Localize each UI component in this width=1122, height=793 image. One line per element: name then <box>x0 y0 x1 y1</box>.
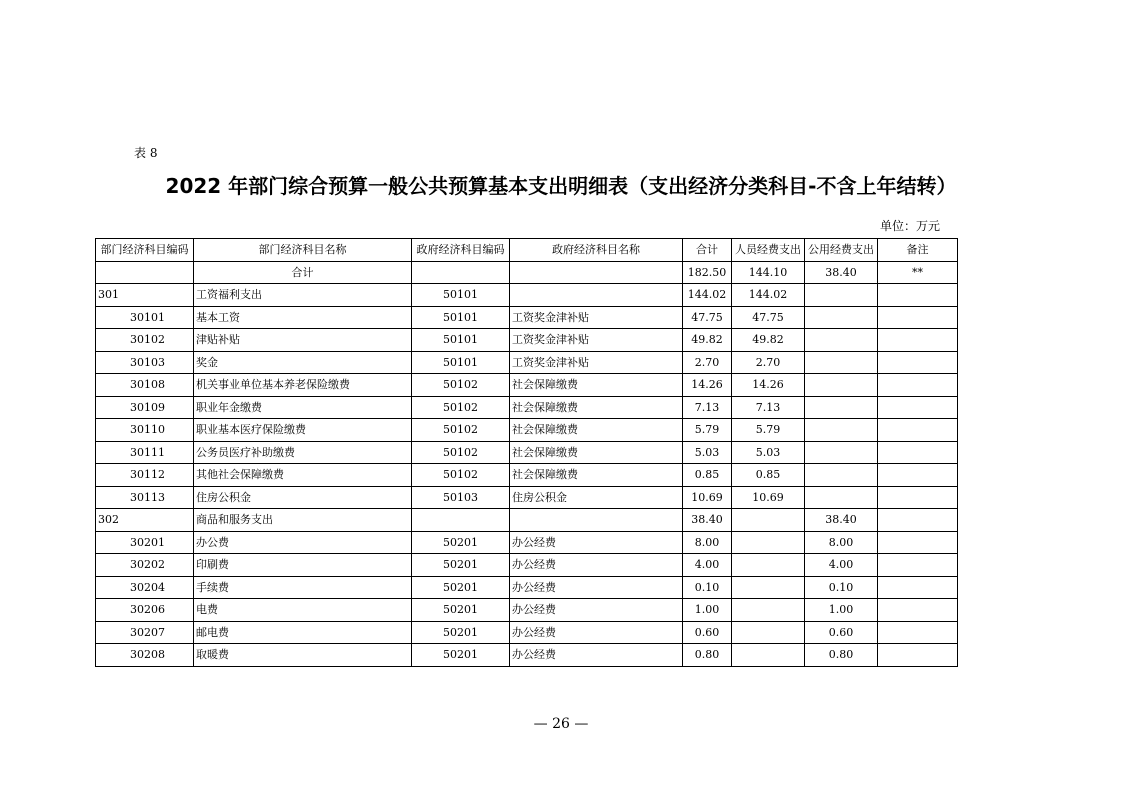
gov-code-cell: 50201 <box>412 644 510 667</box>
note-cell <box>878 576 958 599</box>
amount-public-cell <box>805 351 878 374</box>
economic-code-cell: 30110 <box>96 419 194 442</box>
amount-total-cell: 5.03 <box>683 441 732 464</box>
amount-personnel-cell: 14.26 <box>732 374 805 397</box>
gov-name-cell: 办公经费 <box>510 644 683 667</box>
note-cell <box>878 644 958 667</box>
note-cell <box>878 306 958 329</box>
table-row <box>96 374 958 397</box>
amount-public-cell <box>805 464 878 487</box>
amount-personnel-cell <box>732 644 805 667</box>
table-row <box>96 509 958 532</box>
economic-name-cell: 商品和服务支出 <box>194 509 412 532</box>
amount-personnel-cell: 2.70 <box>732 351 805 374</box>
amount-personnel-cell: 5.03 <box>732 441 805 464</box>
economic-name-cell: 取暖费 <box>194 644 412 667</box>
header-cell: 备注 <box>878 239 958 262</box>
note-cell <box>878 554 958 577</box>
gov-name-cell: 工资奖金津补贴 <box>510 306 683 329</box>
economic-name-cell: 住房公积金 <box>194 486 412 509</box>
gov-name-cell: 工资奖金津补贴 <box>510 351 683 374</box>
total-gov-name-cell <box>510 261 683 284</box>
amount-public-cell <box>805 396 878 419</box>
economic-name-cell: 公务员医疗补助缴费 <box>194 441 412 464</box>
economic-code-cell: 30102 <box>96 329 194 352</box>
note-cell <box>878 329 958 352</box>
note-cell <box>878 419 958 442</box>
amount-personnel-cell <box>732 621 805 644</box>
amount-total-cell: 7.13 <box>683 396 732 419</box>
gov-code-cell: 50102 <box>412 374 510 397</box>
economic-code-cell: 30201 <box>96 531 194 554</box>
header-cell: 人员经费支出 <box>732 239 805 262</box>
economic-code-cell: 30204 <box>96 576 194 599</box>
gov-name-cell: 办公经费 <box>510 531 683 554</box>
economic-name-cell: 基本工资 <box>194 306 412 329</box>
amount-total-cell: 5.79 <box>683 419 732 442</box>
gov-code-cell: 50102 <box>412 396 510 419</box>
economic-name-cell: 电费 <box>194 599 412 622</box>
header-cell: 政府经济科目编码 <box>412 239 510 262</box>
gov-code-cell: 50201 <box>412 554 510 577</box>
economic-name-cell: 职业年金缴费 <box>194 396 412 419</box>
note-cell <box>878 531 958 554</box>
total-public: 38.40 <box>805 261 878 284</box>
note-cell <box>878 441 958 464</box>
economic-code-cell: 30101 <box>96 306 194 329</box>
gov-name-cell: 社会保障缴费 <box>510 464 683 487</box>
amount-total-cell: 0.60 <box>683 621 732 644</box>
amount-personnel-cell: 144.02 <box>732 284 805 307</box>
economic-code-cell: 302 <box>96 509 194 532</box>
amount-personnel-cell <box>732 509 805 532</box>
amount-public-cell <box>805 284 878 307</box>
gov-code-cell: 50201 <box>412 576 510 599</box>
economic-code-cell: 30206 <box>96 599 194 622</box>
table-row <box>96 464 958 487</box>
economic-code-cell: 30207 <box>96 621 194 644</box>
economic-code-cell: 301 <box>96 284 194 307</box>
economic-name-cell: 其他社会保障缴费 <box>194 464 412 487</box>
amount-personnel-cell <box>732 531 805 554</box>
amount-public-cell: 1.00 <box>805 599 878 622</box>
amount-public-cell <box>805 329 878 352</box>
economic-code-cell: 30208 <box>96 644 194 667</box>
gov-name-cell <box>510 509 683 532</box>
gov-code-cell: 50201 <box>412 599 510 622</box>
gov-name-cell: 办公经费 <box>510 554 683 577</box>
table-row <box>96 441 958 464</box>
header-cell: 部门经济科目编码 <box>96 239 194 262</box>
note-cell <box>878 621 958 644</box>
total-personnel: 144.10 <box>732 261 805 284</box>
amount-public-cell <box>805 419 878 442</box>
economic-name-cell: 工资福利支出 <box>194 284 412 307</box>
amount-public-cell: 4.00 <box>805 554 878 577</box>
amount-public-cell <box>805 306 878 329</box>
economic-code-cell: 30111 <box>96 441 194 464</box>
total-code-cell <box>96 261 194 284</box>
header-cell: 公用经费支出 <box>805 239 878 262</box>
table-row <box>96 396 958 419</box>
table-row <box>96 329 958 352</box>
amount-personnel-cell <box>732 599 805 622</box>
total-row <box>96 261 958 284</box>
amount-total-cell: 0.80 <box>683 644 732 667</box>
page-number: — 26 — <box>533 716 589 732</box>
amount-total-cell: 49.82 <box>683 329 732 352</box>
unit-label: 单位：万元 <box>880 219 941 233</box>
amount-personnel-cell: 5.79 <box>732 419 805 442</box>
amount-public-cell <box>805 486 878 509</box>
economic-name-cell: 机关事业单位基本养老保险缴费 <box>194 374 412 397</box>
note-cell <box>878 486 958 509</box>
amount-personnel-cell: 49.82 <box>732 329 805 352</box>
note-cell <box>878 351 958 374</box>
gov-code-cell: 50101 <box>412 284 510 307</box>
table-number: 表 8 <box>134 146 158 160</box>
amount-total-cell: 0.10 <box>683 576 732 599</box>
note-cell <box>878 464 958 487</box>
amount-total-cell: 10.69 <box>683 486 732 509</box>
total-label: 合计 <box>194 261 412 284</box>
note-cell <box>878 599 958 622</box>
gov-name-cell: 社会保障缴费 <box>510 396 683 419</box>
table-row <box>96 554 958 577</box>
amount-personnel-cell: 0.85 <box>732 464 805 487</box>
economic-code-cell: 30113 <box>96 486 194 509</box>
gov-code-cell: 50101 <box>412 306 510 329</box>
gov-code-cell: 50101 <box>412 329 510 352</box>
economic-code-cell: 30202 <box>96 554 194 577</box>
economic-name-cell: 职业基本医疗保险缴费 <box>194 419 412 442</box>
gov-code-cell: 50102 <box>412 464 510 487</box>
table-row <box>96 486 958 509</box>
gov-name-cell: 社会保障缴费 <box>510 374 683 397</box>
economic-name-cell: 奖金 <box>194 351 412 374</box>
total-gov-code-cell <box>412 261 510 284</box>
economic-code-cell: 30109 <box>96 396 194 419</box>
amount-public-cell: 0.10 <box>805 576 878 599</box>
amount-public-cell: 38.40 <box>805 509 878 532</box>
amount-personnel-cell <box>732 576 805 599</box>
amount-total-cell: 14.26 <box>683 374 732 397</box>
economic-name-cell: 办公费 <box>194 531 412 554</box>
amount-total-cell: 144.02 <box>683 284 732 307</box>
gov-name-cell: 工资奖金津补贴 <box>510 329 683 352</box>
header-cell: 合计 <box>683 239 732 262</box>
amount-public-cell <box>805 374 878 397</box>
note-cell <box>878 396 958 419</box>
amount-public-cell: 8.00 <box>805 531 878 554</box>
table-row <box>96 599 958 622</box>
amount-personnel-cell: 47.75 <box>732 306 805 329</box>
gov-name-cell: 办公经费 <box>510 576 683 599</box>
gov-code-cell: 50201 <box>412 621 510 644</box>
amount-personnel-cell <box>732 554 805 577</box>
amount-total-cell: 38.40 <box>683 509 732 532</box>
gov-code-cell: 50201 <box>412 531 510 554</box>
amount-total-cell: 4.00 <box>683 554 732 577</box>
table-body <box>96 239 958 667</box>
gov-code-cell: 50102 <box>412 419 510 442</box>
economic-code-cell: 30108 <box>96 374 194 397</box>
table-row <box>96 306 958 329</box>
total-amount: 182.50 <box>683 261 732 284</box>
header-row <box>96 239 958 262</box>
gov-name-cell: 办公经费 <box>510 599 683 622</box>
amount-personnel-cell: 10.69 <box>732 486 805 509</box>
economic-name-cell: 津贴补贴 <box>194 329 412 352</box>
gov-name-cell: 办公经费 <box>510 621 683 644</box>
header-cell: 部门经济科目名称 <box>194 239 412 262</box>
economic-name-cell: 邮电费 <box>194 621 412 644</box>
economic-code-cell: 30103 <box>96 351 194 374</box>
table-row <box>96 621 958 644</box>
amount-public-cell: 0.60 <box>805 621 878 644</box>
amount-personnel-cell: 7.13 <box>732 396 805 419</box>
amount-public-cell: 0.80 <box>805 644 878 667</box>
table-row <box>96 284 958 307</box>
economic-name-cell: 印刷费 <box>194 554 412 577</box>
table-row <box>96 576 958 599</box>
gov-name-cell <box>510 284 683 307</box>
table-row <box>96 419 958 442</box>
amount-total-cell: 1.00 <box>683 599 732 622</box>
gov-name-cell: 住房公积金 <box>510 486 683 509</box>
gov-code-cell <box>412 509 510 532</box>
amount-total-cell: 0.85 <box>683 464 732 487</box>
table-row <box>96 351 958 374</box>
amount-total-cell: 47.75 <box>683 306 732 329</box>
note-cell <box>878 374 958 397</box>
gov-code-cell: 50101 <box>412 351 510 374</box>
table-row <box>96 644 958 667</box>
gov-name-cell: 社会保障缴费 <box>510 441 683 464</box>
economic-code-cell: 30112 <box>96 464 194 487</box>
table-row <box>96 531 958 554</box>
document-title: 2022 年部门综合预算一般公共预算基本支出明细表（支出经济分类科目-不含上年结转） <box>165 174 957 198</box>
note-cell <box>878 509 958 532</box>
economic-name-cell: 手续费 <box>194 576 412 599</box>
header-cell: 政府经济科目名称 <box>510 239 683 262</box>
note-cell <box>878 284 958 307</box>
gov-code-cell: 50102 <box>412 441 510 464</box>
gov-code-cell: 50103 <box>412 486 510 509</box>
gov-name-cell: 社会保障缴费 <box>510 419 683 442</box>
amount-public-cell <box>805 441 878 464</box>
amount-total-cell: 8.00 <box>683 531 732 554</box>
budget-table <box>95 238 958 667</box>
amount-total-cell: 2.70 <box>683 351 732 374</box>
total-note: ** <box>878 261 958 284</box>
